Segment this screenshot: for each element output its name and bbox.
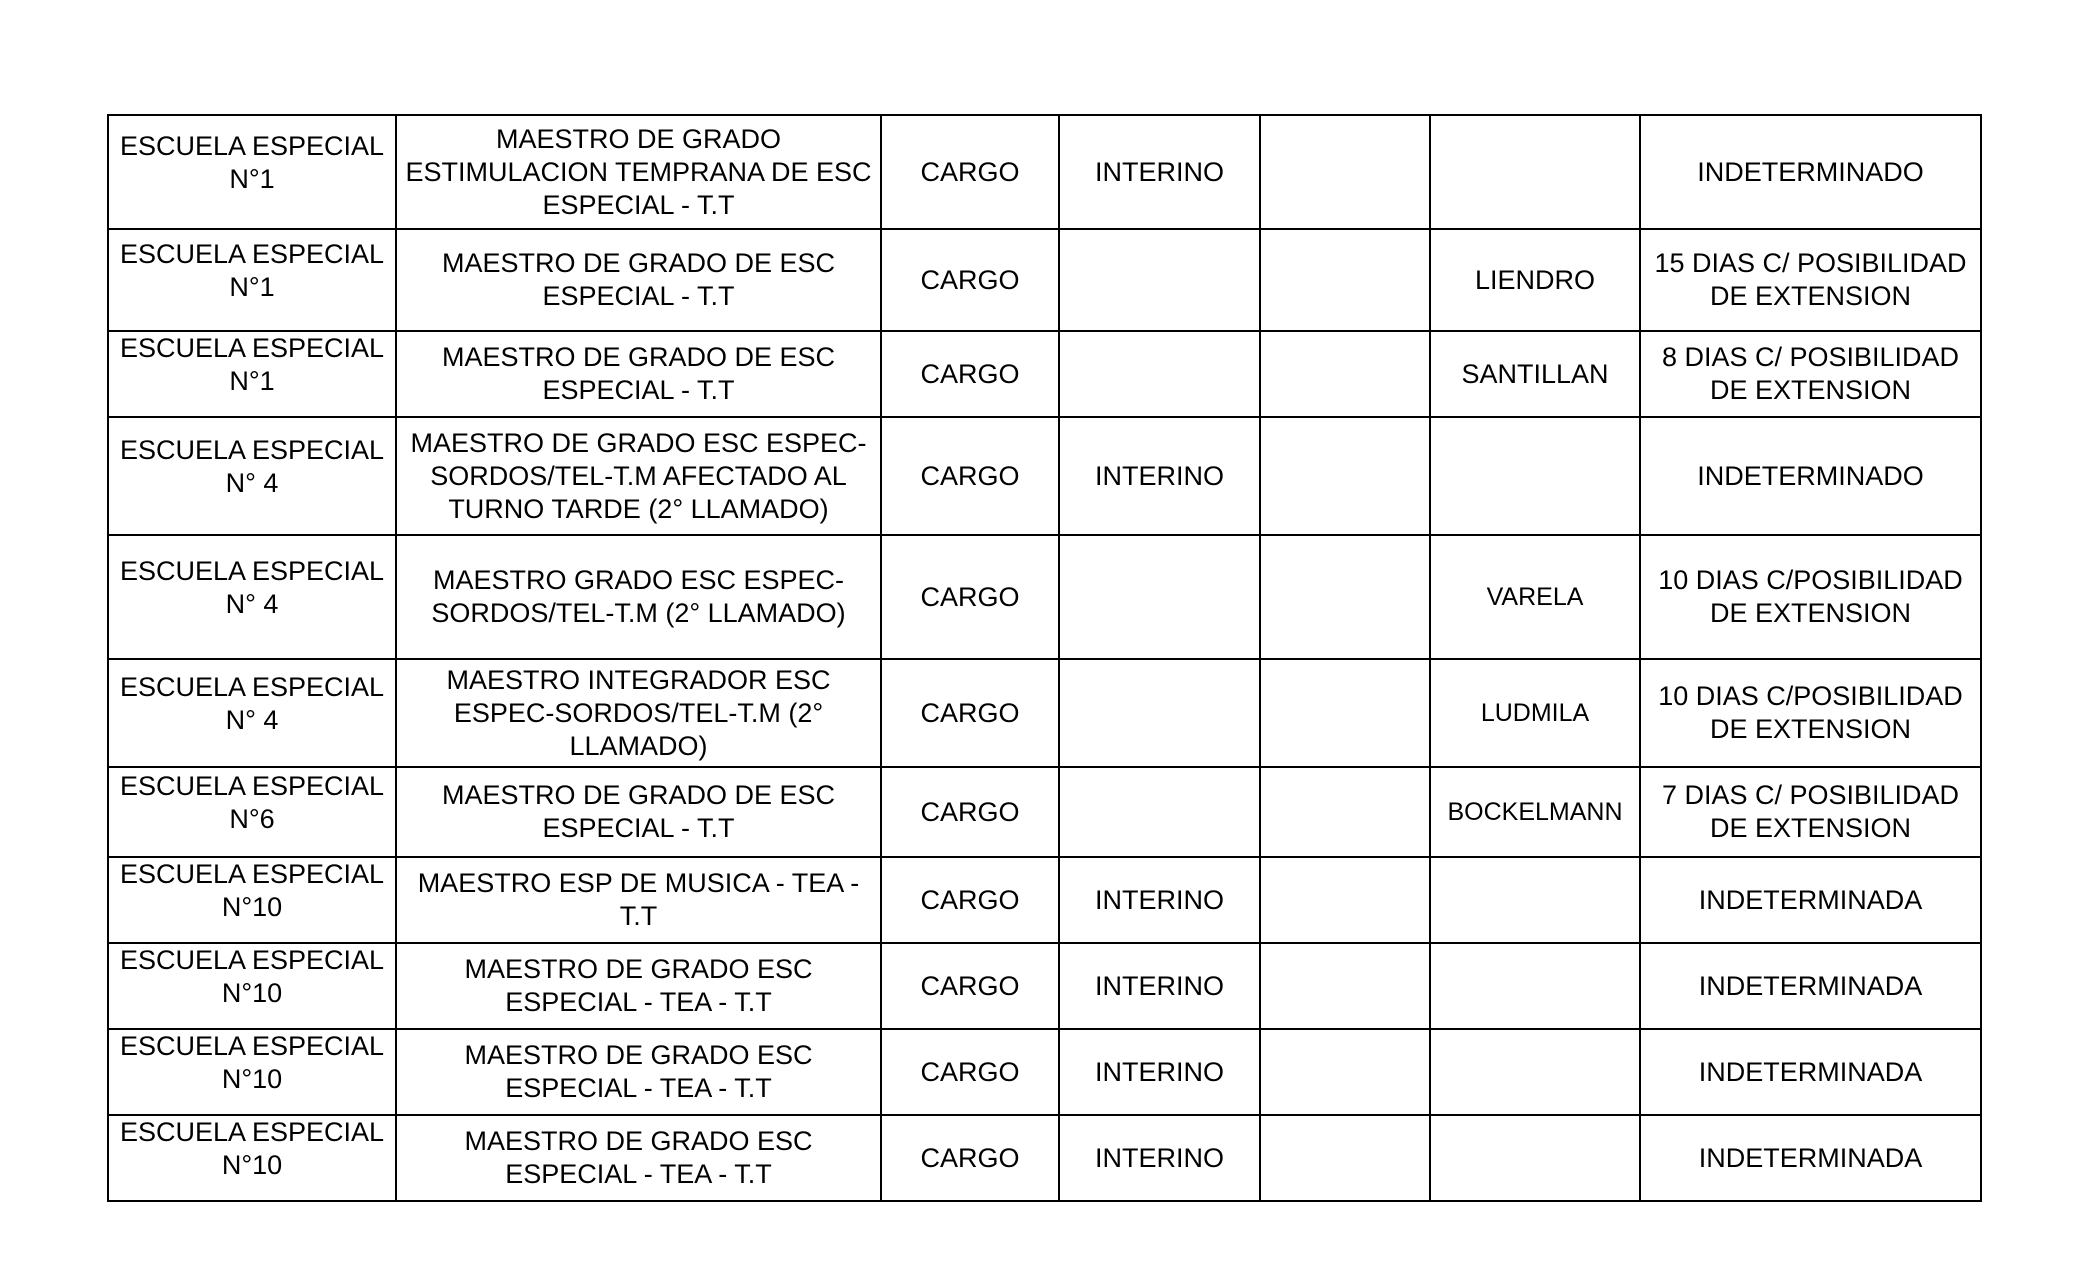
duration-cell: 10 DIAS C/POSIBILIDAD DE EXTENSION	[1640, 535, 1981, 659]
table-row	[108, 229, 1981, 331]
name-cell: BOCKELMANN	[1430, 767, 1640, 857]
position-cell: MAESTRO GRADO ESC ESPEC-SORDOS/TEL-T.M (2° LLAMADO)	[396, 535, 881, 659]
empty-cell	[1260, 1029, 1430, 1115]
duration-cell: 10 DIAS C/POSIBILIDAD DE EXTENSION	[1640, 659, 1981, 767]
duration-cell: INDETERMINADA	[1640, 1115, 1981, 1201]
school-cell: ESCUELA ESPECIAL N°1	[108, 229, 396, 331]
position-cell: MAESTRO DE GRADO ESC ESPECIAL - TEA - T.T	[396, 1029, 881, 1115]
type-cell: CARGO	[881, 659, 1059, 767]
status-cell: INTERINO	[1059, 943, 1260, 1029]
status-cell: INTERINO	[1059, 417, 1260, 535]
position-cell: MAESTRO DE GRADO ESTIMULACION TEMPRANA DE ESC ESPECIAL - T.T	[396, 115, 881, 229]
status-cell: INTERINO	[1059, 1029, 1260, 1115]
empty-cell	[1260, 115, 1430, 229]
name-cell	[1430, 1029, 1640, 1115]
status-cell	[1059, 535, 1260, 659]
type-cell: CARGO	[881, 1029, 1059, 1115]
table-row	[108, 1115, 1981, 1201]
table-row	[108, 857, 1981, 943]
table-row	[108, 1029, 1981, 1115]
type-cell: CARGO	[881, 857, 1059, 943]
name-cell: LUDMILA	[1430, 659, 1640, 767]
status-cell	[1059, 229, 1260, 331]
school-cell: ESCUELA ESPECIAL N°10	[108, 857, 396, 943]
school-cell: ESCUELA ESPECIAL N°1	[108, 115, 396, 229]
table-row	[108, 535, 1981, 659]
duration-cell: 8 DIAS C/ POSIBILIDAD DE EXTENSION	[1640, 331, 1981, 417]
school-cell: ESCUELA ESPECIAL N°10	[108, 1115, 396, 1201]
name-cell	[1430, 115, 1640, 229]
duration-cell: INDETERMINADO	[1640, 417, 1981, 535]
status-cell	[1059, 331, 1260, 417]
school-cell: ESCUELA ESPECIAL N°1	[108, 331, 396, 417]
position-cell: MAESTRO DE GRADO ESC ESPECIAL - TEA - T.T	[396, 943, 881, 1029]
type-cell: CARGO	[881, 115, 1059, 229]
table-row	[108, 943, 1981, 1029]
empty-cell	[1260, 535, 1430, 659]
status-cell	[1059, 659, 1260, 767]
empty-cell	[1260, 857, 1430, 943]
table-row	[108, 767, 1981, 857]
name-cell	[1430, 857, 1640, 943]
position-cell: MAESTRO DE GRADO DE ESC ESPECIAL - T.T	[396, 331, 881, 417]
empty-cell	[1260, 767, 1430, 857]
table-body	[108, 115, 1981, 1201]
duration-cell: 15 DIAS C/ POSIBILIDAD DE EXTENSION	[1640, 229, 1981, 331]
empty-cell	[1260, 229, 1430, 331]
empty-cell	[1260, 331, 1430, 417]
school-cell: ESCUELA ESPECIAL N°6	[108, 767, 396, 857]
type-cell: CARGO	[881, 229, 1059, 331]
name-cell: LIENDRO	[1430, 229, 1640, 331]
name-cell	[1430, 417, 1640, 535]
position-cell: MAESTRO DE GRADO DE ESC ESPECIAL - T.T	[396, 229, 881, 331]
vacancies-table	[107, 114, 1982, 1202]
school-cell: ESCUELA ESPECIAL N°10	[108, 943, 396, 1029]
duration-cell: INDETERMINADA	[1640, 1029, 1981, 1115]
type-cell: CARGO	[881, 1115, 1059, 1201]
duration-cell: 7 DIAS C/ POSIBILIDAD DE EXTENSION	[1640, 767, 1981, 857]
name-cell: VARELA	[1430, 535, 1640, 659]
position-cell: MAESTRO DE GRADO DE ESC ESPECIAL - T.T	[396, 767, 881, 857]
type-cell: CARGO	[881, 417, 1059, 535]
empty-cell	[1260, 417, 1430, 535]
duration-cell: INDETERMINADA	[1640, 857, 1981, 943]
position-cell: MAESTRO DE GRADO ESC ESPECIAL - TEA - T.T	[396, 1115, 881, 1201]
type-cell: CARGO	[881, 535, 1059, 659]
name-cell: SANTILLAN	[1430, 331, 1640, 417]
empty-cell	[1260, 943, 1430, 1029]
school-cell: ESCUELA ESPECIAL N°10	[108, 1029, 396, 1115]
school-cell: ESCUELA ESPECIAL N° 4	[108, 659, 396, 767]
type-cell: CARGO	[881, 767, 1059, 857]
table-row	[108, 115, 1981, 229]
status-cell: INTERINO	[1059, 1115, 1260, 1201]
duration-cell: INDETERMINADO	[1640, 115, 1981, 229]
name-cell	[1430, 943, 1640, 1029]
status-cell: INTERINO	[1059, 115, 1260, 229]
empty-cell	[1260, 659, 1430, 767]
status-cell: INTERINO	[1059, 857, 1260, 943]
table-row	[108, 659, 1981, 767]
type-cell: CARGO	[881, 943, 1059, 1029]
name-cell	[1430, 1115, 1640, 1201]
school-cell: ESCUELA ESPECIAL N° 4	[108, 535, 396, 659]
type-cell: CARGO	[881, 331, 1059, 417]
position-cell: MAESTRO ESP DE MUSICA - TEA - T.T	[396, 857, 881, 943]
position-cell: MAESTRO INTEGRADOR ESC ESPEC-SORDOS/TEL-T.M (2° LLAMADO)	[396, 659, 881, 767]
school-cell: ESCUELA ESPECIAL N° 4	[108, 417, 396, 535]
table-row	[108, 331, 1981, 417]
empty-cell	[1260, 1115, 1430, 1201]
position-cell: MAESTRO DE GRADO ESC ESPEC-SORDOS/TEL-T.M AFECTADO AL TURNO TARDE (2° LLAMADO)	[396, 417, 881, 535]
table-row	[108, 417, 1981, 535]
duration-cell: INDETERMINADA	[1640, 943, 1981, 1029]
status-cell	[1059, 767, 1260, 857]
